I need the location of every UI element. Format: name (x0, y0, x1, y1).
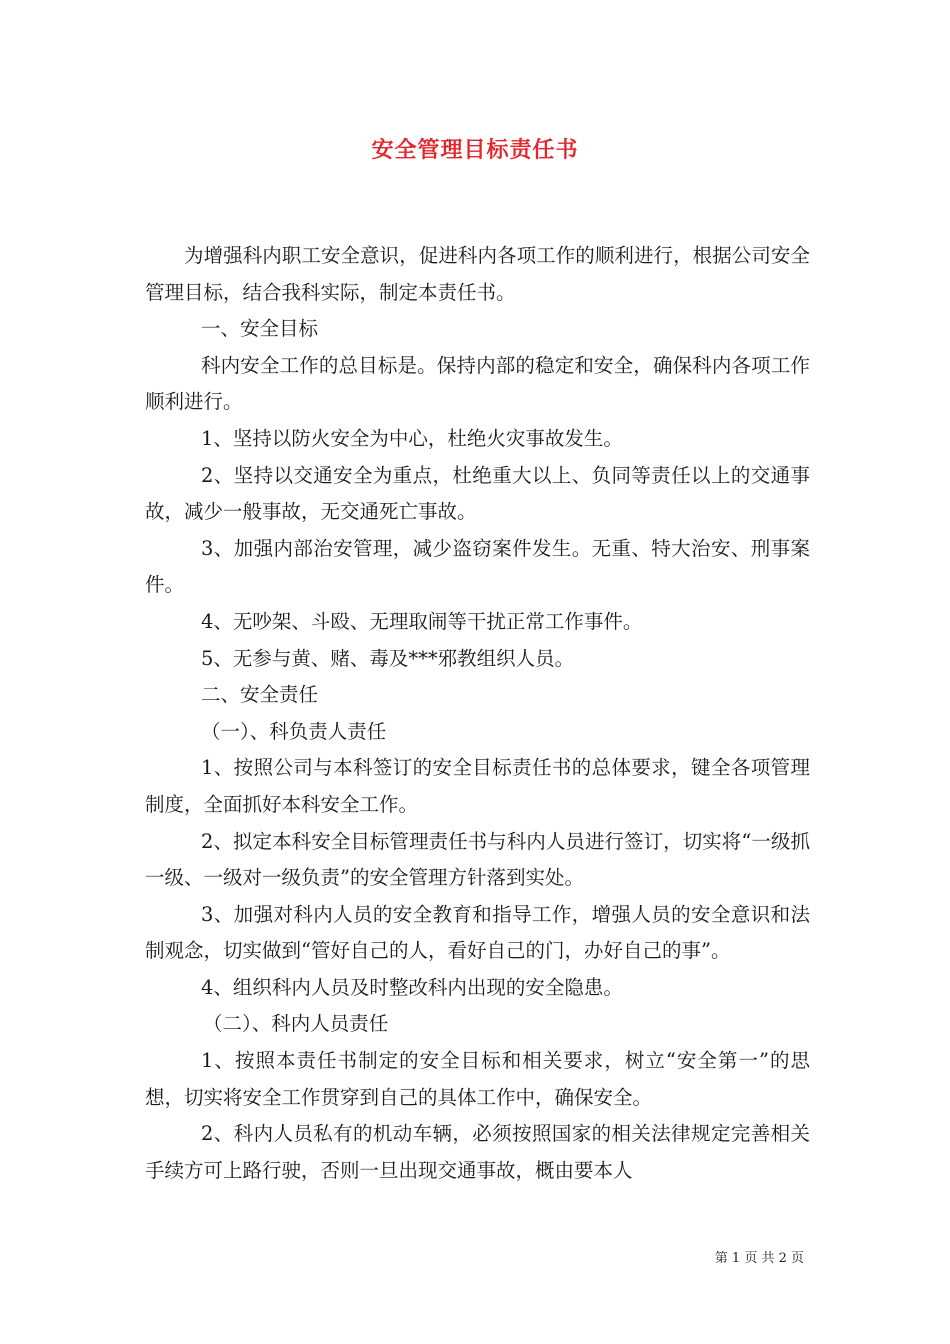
goal-item-3: 3、加强内部治安管理，减少盗窃案件发生。无重、特大治安、刑事案件。 (145, 536, 810, 597)
goal-item-2: 2、坚持以交通安全为重点，杜绝重大以上、负同等责任以上的交通事故，减少一般事故，无交通死亡事故。 (145, 463, 810, 524)
page-indicator: 第 1 页 共 2 页 (714, 1251, 804, 1266)
overall-goal-paragraph: 科内安全工作的总目标是。保持内部的稳定和安全，确保科内各项工作顺利进行。 (145, 353, 810, 414)
section-heading-safety-responsibility: 二、安全责任 (201, 683, 319, 707)
document-body (145, 238, 810, 1189)
staff-responsibility-item-2: 2、科内人员私有的机动车辆，必须按照国家的相关法律规定完善相关手续方可上路行驶，否则一旦出现交通事故，概由要本人 (145, 1122, 810, 1182)
subsection-heading-head-responsibility: （一）、科负责人责任 (201, 719, 387, 743)
subsection-heading-staff-responsibility: （二）、科内人员责任 (203, 1012, 389, 1036)
goal-item-1: 1、坚持以防火安全为中心，杜绝火灾事故发生。 (201, 426, 623, 450)
section-heading-safety-goals: 一、安全目标 (201, 317, 319, 341)
intro-paragraph: 为增强科内职工安全意识，促进科内各项工作的顺利进行，根据公司安全管理目标，结合我科实际，制定本责任书。 (145, 244, 810, 304)
head-responsibility-item-2: 2、拟定本科安全目标管理责任书与科内人员进行签订，切实将“一级抓一级、一级对一级负责”的安全管理方针落到实处。 (145, 829, 810, 890)
head-responsibility-item-1: 1、按照公司与本科签订的安全目标责任书的总体要求，键全各项管理制度，全面抓好本科安全工作。 (145, 756, 810, 816)
document-title: 安全管理目标责任书 (371, 138, 579, 163)
head-responsibility-item-3: 3、加强对科内人员的安全教育和指导工作，增强人员的安全意识和法制观念，切实做到“管好自己的人，看好自己的门，办好自己的事”。 (145, 902, 810, 963)
staff-responsibility-item-1: 1、按照本责任书制定的安全目标和相关要求，树立“安全第一”的思想，切实将安全工作贯穿到自己的具体工作中，确保安全。 (145, 1049, 810, 1109)
goal-item-4: 4、无吵架、斗殴、无理取闹等干扰正常工作事件。 (201, 609, 643, 633)
goal-item-5: 5、无参与黄、赌、毒及***邪教组织人员。 (201, 646, 575, 670)
head-responsibility-item-4: 4、组织科内人员及时整改科内出现的安全隐患。 (201, 975, 623, 999)
